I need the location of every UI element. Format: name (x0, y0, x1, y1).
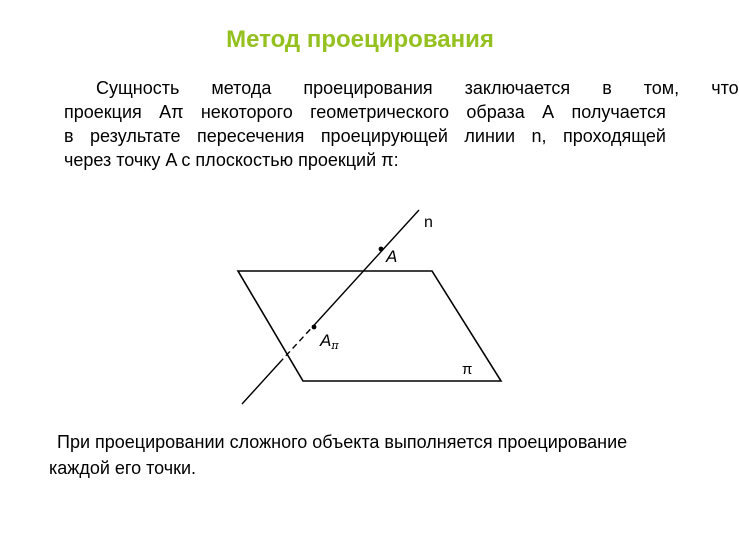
projection-label-subscript: π (331, 339, 339, 352)
projecting-line-upper (317, 210, 419, 322)
point-a (379, 247, 384, 252)
intro-line-1: Сущность метода проецирования заключается в том, что (96, 78, 739, 98)
projecting-line-lower (242, 360, 282, 404)
outro-line-1: При проецировании сложного объекта выполняется проецирование (57, 432, 628, 452)
point-label-a: A (386, 247, 398, 266)
plane-label-pi: π (462, 361, 473, 378)
outro-line-2: каждой его точки. (49, 458, 197, 478)
point-a-projection (312, 325, 317, 330)
line-label-n: n (424, 214, 433, 231)
intro-line-4: через точку A с плоскостью проекций π: (64, 150, 399, 170)
projection-label-base: A (320, 331, 332, 350)
outro-paragraph (49, 429, 699, 481)
intro-line-2: проекция Aπ некоторого геометрического образа A получается (64, 102, 666, 122)
projection-label (319, 331, 339, 352)
slide-title: Метод проецирования (226, 26, 494, 53)
intro-line-3: в результате пересечения проецирующей линии n, проходящей (64, 126, 666, 146)
